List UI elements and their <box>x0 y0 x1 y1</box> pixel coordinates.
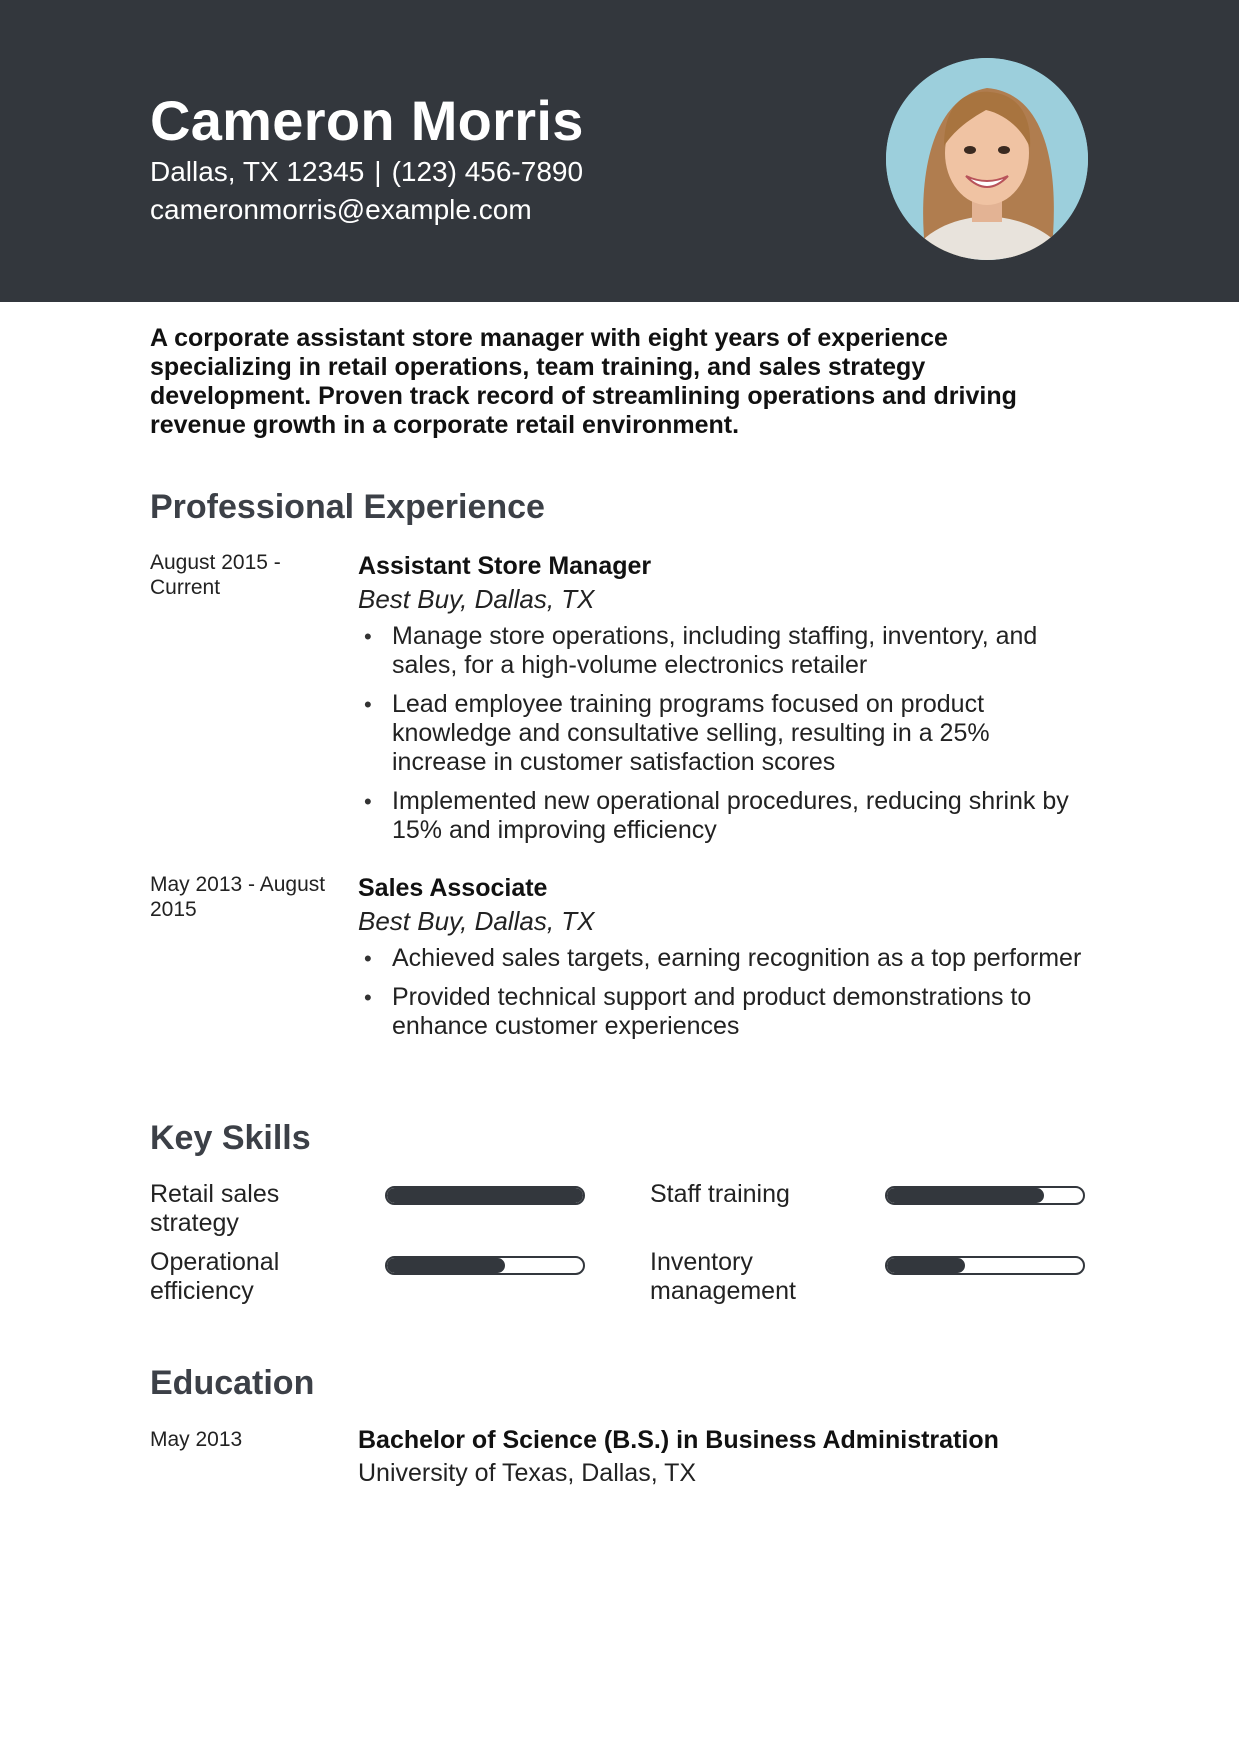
bullet-icon: • <box>364 946 372 971</box>
job-company: Best Buy, Dallas, TX <box>358 906 595 936</box>
job-details <box>358 872 1088 1051</box>
skill-level-fill <box>887 1188 1044 1203</box>
education-degree: Bachelor of Science (B.S.) in Business Administration <box>358 1426 999 1454</box>
job-dates: May 2013 - August 2015 <box>150 873 326 921</box>
skill-level-bar <box>885 1256 1085 1275</box>
job-bullet <box>358 787 1088 845</box>
bullet-icon: • <box>364 985 372 1010</box>
job-bullet-list <box>358 622 1088 845</box>
skill-label: Operational efficiency <box>150 1248 280 1305</box>
phone-text: (123) 456-7890 <box>391 156 584 187</box>
job-bullet <box>358 690 1088 777</box>
candidate-name: Cameron Morris <box>150 89 584 152</box>
job-bullet <box>358 622 1088 680</box>
portrait-illustration <box>886 58 1088 260</box>
job-bullet <box>358 983 1088 1041</box>
summary-paragraph: A corporate assistant store manager with eight years of experience specializing in retail operations, team training, and sales strategy development. Proven track record of streamlining operations and driving revenue growth in a corporate retail environment. <box>150 324 1017 439</box>
job-title: Assistant Store Manager <box>358 552 652 580</box>
contact-location-phone <box>150 156 583 188</box>
job-company: Best Buy, Dallas, TX <box>358 584 595 614</box>
bullet-text: Lead employee training programs focused on product knowledge and consultative selling, resulting in a 25% increase in customer satisfaction scores <box>392 690 990 776</box>
skill-level-bar <box>385 1256 585 1275</box>
location-text: Dallas, TX 12345 <box>150 156 365 187</box>
bullet-text: Provided technical support and product demonstrations to enhance customer experiences <box>392 983 1032 1040</box>
bullet-icon: • <box>364 624 372 649</box>
skill-level-fill <box>387 1258 505 1273</box>
skill-level-bar <box>885 1186 1085 1205</box>
education-school: University of Texas, Dallas, TX <box>358 1459 697 1487</box>
bullet-icon: • <box>364 789 372 814</box>
skill-level-bar <box>385 1186 585 1205</box>
contact-separator: | <box>374 156 382 187</box>
education-date: May 2013 <box>150 1428 243 1451</box>
bullet-text: Implemented new operational procedures, reducing shrink by 15% and improving efficiency <box>392 787 1069 844</box>
header-banner <box>0 0 1239 302</box>
section-title-skills: Key Skills <box>150 1119 311 1157</box>
skill-level-fill <box>887 1258 965 1273</box>
bullet-text: Manage store operations, including staffing, inventory, and sales, for a high-volume electronics retailer <box>392 622 1038 679</box>
section-title-experience: Professional Experience <box>150 488 545 526</box>
profile-photo <box>886 58 1088 260</box>
job-details <box>358 550 1088 855</box>
skill-label: Inventory management <box>650 1248 796 1305</box>
job-title: Sales Associate <box>358 874 548 902</box>
job-dates: August 2015 - Current <box>150 551 281 599</box>
section-title-education: Education <box>150 1364 315 1402</box>
job-bullet <box>358 944 1088 973</box>
email-text[interactable]: cameronmorris@example.com <box>150 194 532 225</box>
skill-label: Retail sales strategy <box>150 1180 280 1237</box>
skill-label: Staff training <box>650 1180 790 1208</box>
skill-level-fill <box>387 1188 583 1203</box>
bullet-icon: • <box>364 692 372 717</box>
bullet-text: Achieved sales targets, earning recognition as a top performer <box>392 944 1082 972</box>
job-bullet-list <box>358 944 1088 1041</box>
